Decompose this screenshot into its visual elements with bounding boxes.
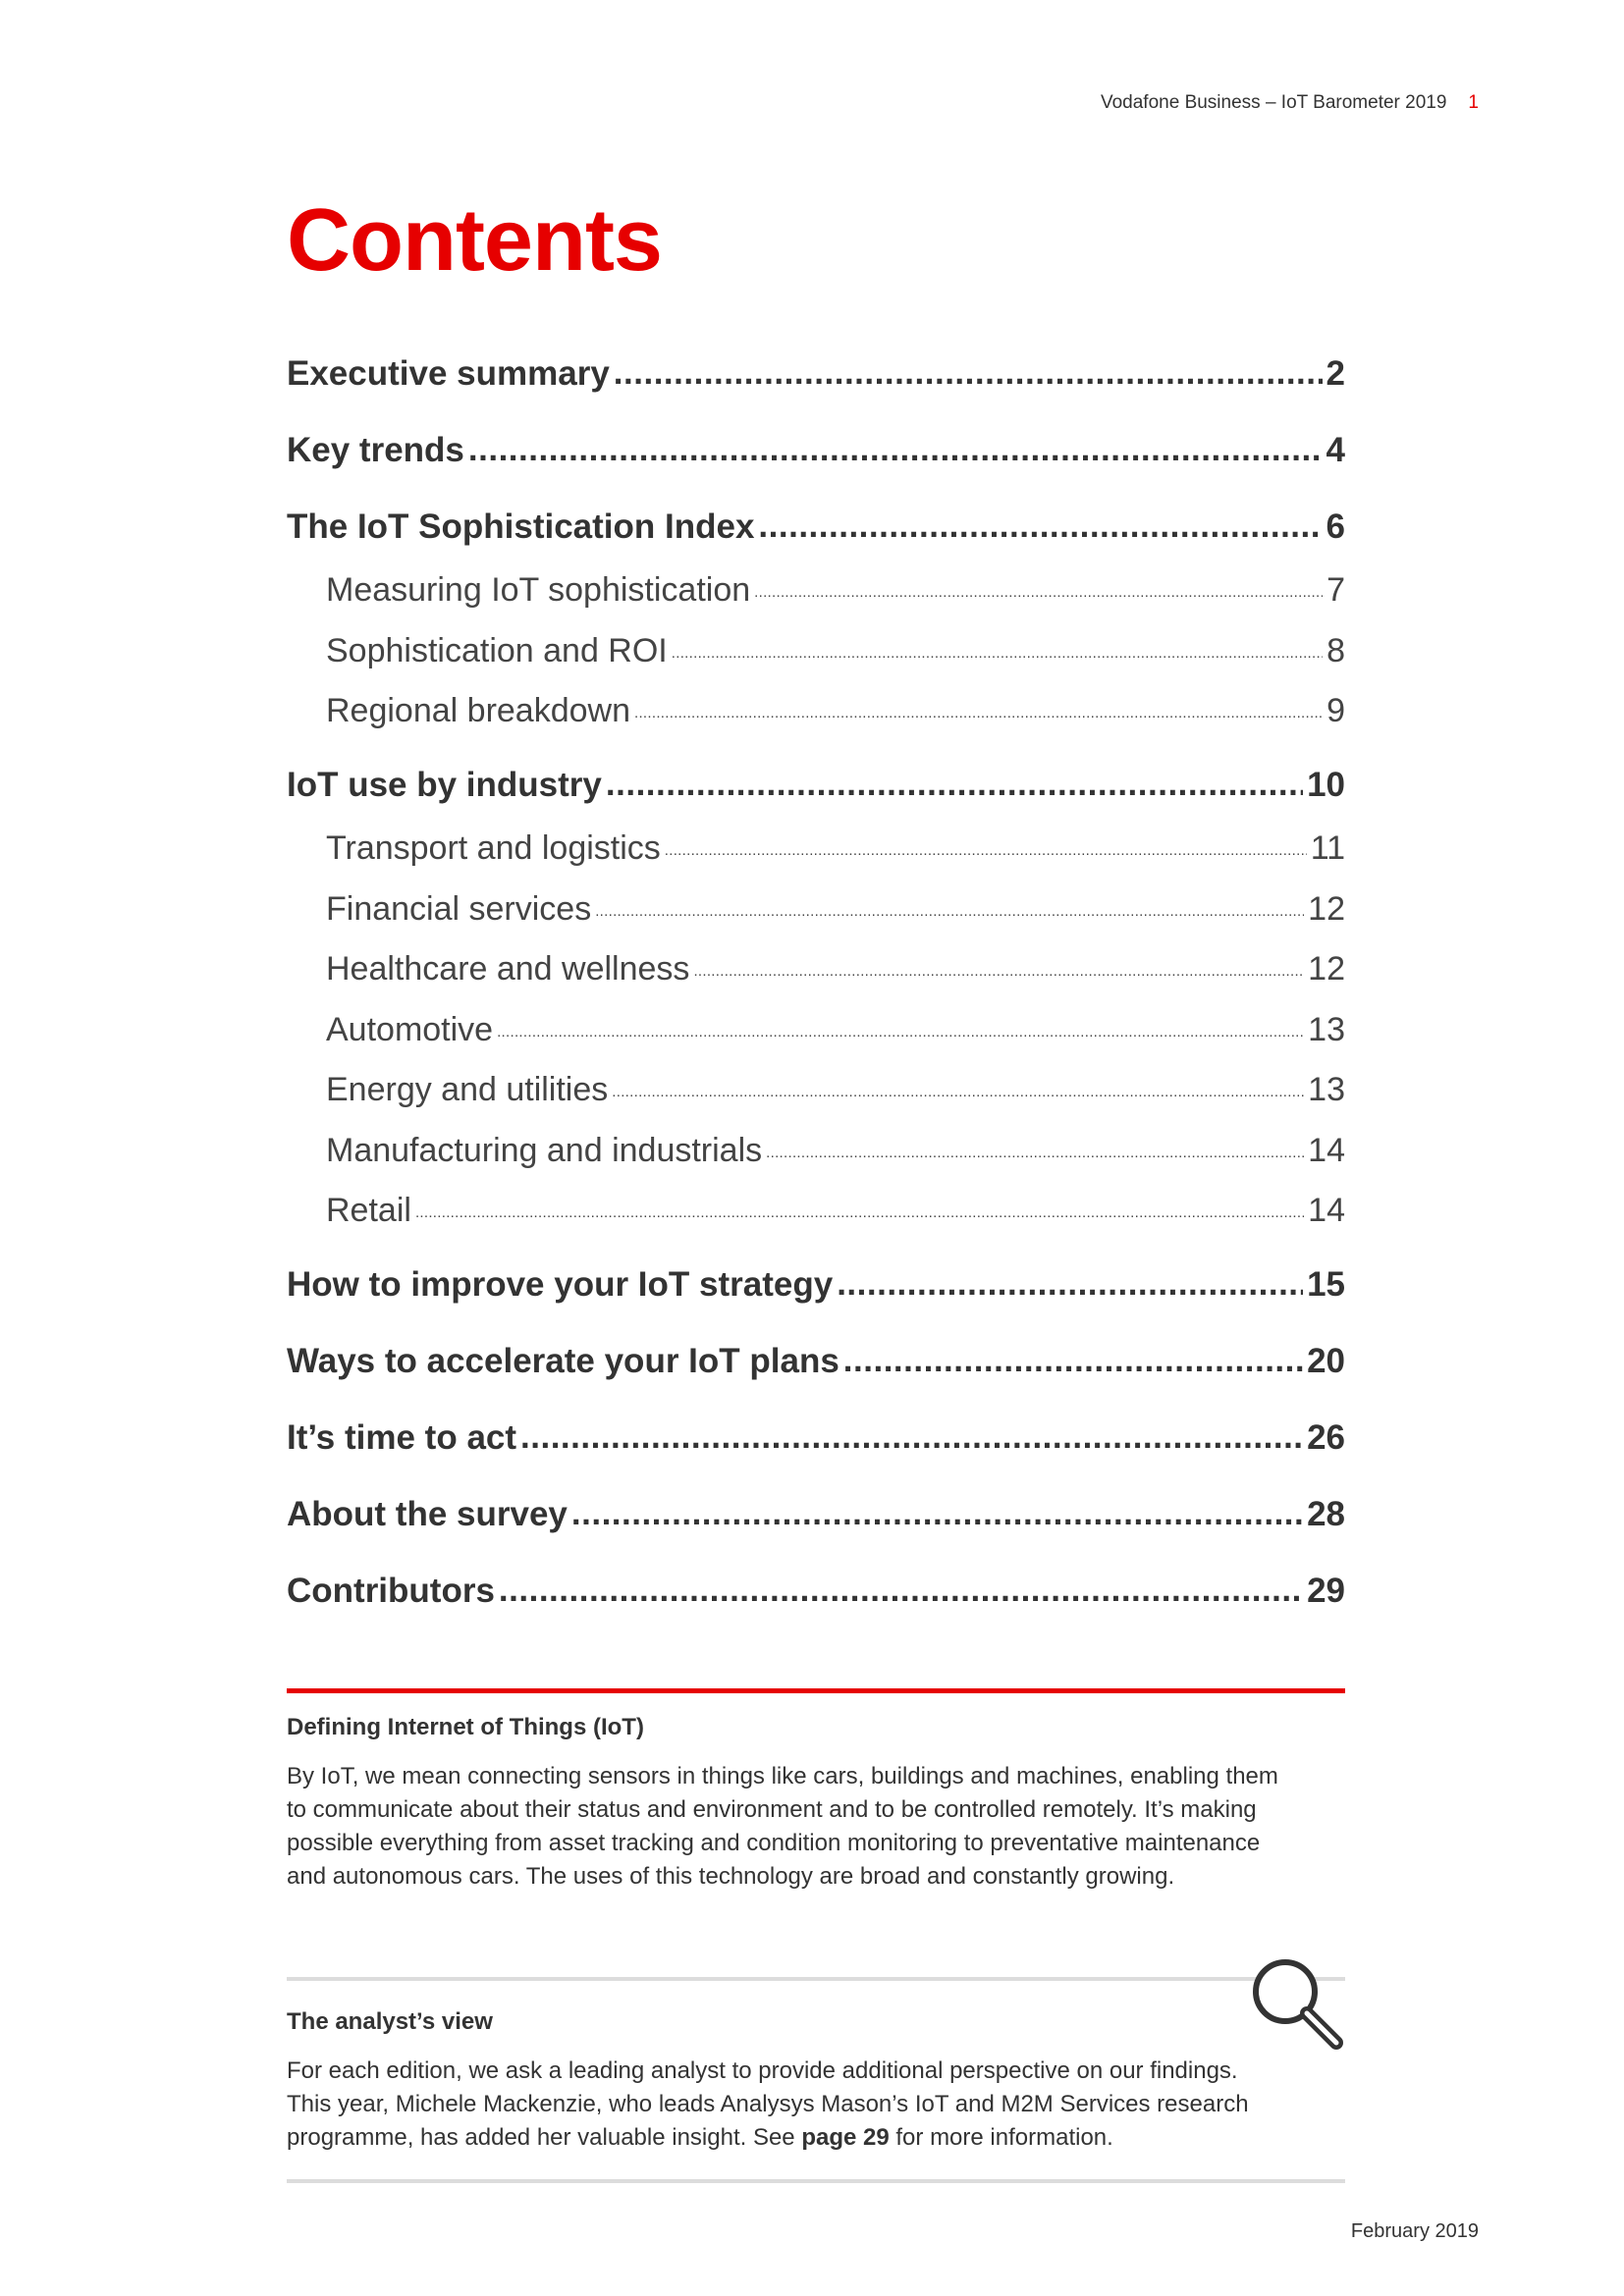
toc-subentry[interactable] [287, 880, 1345, 940]
toc-subentry[interactable] [287, 1000, 1345, 1061]
analysts-view-line: This year, Michele Mackenzie, who leads Analysys Mason’s IoT and M2M Services research [287, 2091, 1249, 2117]
dot-leader [672, 624, 1323, 683]
analysts-view-line: For each edition, we ask a leading analyst to provide additional perspective on our findings. [287, 2057, 1238, 2084]
toc-entry-page: 4 [1326, 431, 1345, 469]
dot-leader [837, 1256, 1303, 1311]
dot-leader [693, 942, 1304, 1001]
toc-entry-label: Transport and logistics [326, 829, 661, 867]
toc-entry[interactable] [287, 1257, 1345, 1334]
toc-entry[interactable] [287, 1564, 1345, 1640]
toc-subentry[interactable] [287, 1181, 1345, 1257]
grey-divider-bottom [287, 2179, 1345, 2183]
toc-subentry[interactable] [287, 621, 1345, 682]
dot-leader [595, 882, 1304, 941]
dot-leader [758, 499, 1322, 554]
dot-leader [612, 1063, 1304, 1122]
defining-iot-body [287, 1760, 1327, 1894]
defining-iot-heading: Defining Internet of Things (IoT) [287, 1714, 644, 1740]
toc-entry-page: 13 [1308, 1071, 1345, 1108]
red-divider [287, 1688, 1345, 1693]
toc-entry-label: About the survey [287, 1495, 568, 1533]
dot-leader [614, 346, 1323, 400]
toc-entry-page: 29 [1307, 1572, 1345, 1610]
running-header-title: Vodafone Business – IoT Barometer 2019 [1100, 92, 1447, 113]
toc-subentry[interactable] [287, 681, 1345, 758]
toc-entry-page: 7 [1326, 571, 1345, 609]
analysts-view-heading: The analyst’s view [287, 2008, 493, 2035]
toc-entry-page: 10 [1307, 766, 1345, 804]
grey-divider-top [287, 1977, 1345, 1981]
toc-entry-page: 8 [1326, 631, 1345, 669]
toc-entry[interactable] [287, 758, 1345, 819]
table-of-contents [287, 347, 1345, 1640]
toc-entry-label: Contributors [287, 1572, 495, 1610]
dot-leader [843, 1333, 1303, 1388]
toc-entry-label: Ways to accelerate your IoT plans [287, 1342, 839, 1380]
dot-leader [497, 1003, 1304, 1062]
toc-subentry[interactable] [287, 1121, 1345, 1182]
toc-entry-page: 28 [1307, 1495, 1345, 1533]
dot-leader [754, 563, 1323, 622]
dot-leader [634, 684, 1323, 743]
page-number: 1 [1468, 92, 1479, 113]
toc-subentry[interactable] [287, 819, 1345, 880]
defining-iot-line: to communicate about their status and environment and to be controlled remotely. It’s making [287, 1796, 1257, 1823]
dot-leader [499, 1563, 1303, 1618]
toc-entry-page: 12 [1308, 950, 1345, 988]
page-title: Contents [287, 191, 662, 290]
defining-iot-line: By IoT, we mean connecting sensors in things like cars, buildings and machines, enabling them [287, 1763, 1278, 1789]
toc-entry-label: Manufacturing and industrials [326, 1131, 763, 1169]
toc-entry-page: 11 [1310, 829, 1345, 867]
toc-entry-label: Executive summary [287, 354, 610, 393]
toc-entry-page: 2 [1326, 354, 1345, 393]
toc-entry-label: Key trends [287, 431, 464, 469]
toc-entry-label: Measuring IoT sophistication [326, 571, 751, 609]
page-reference: page 29 [801, 2124, 890, 2151]
dot-leader [606, 757, 1303, 812]
toc-entry-page: 12 [1308, 889, 1345, 928]
toc-entry-label: Retail [326, 1192, 411, 1229]
toc-subentry[interactable] [287, 1060, 1345, 1121]
toc-entry-label: Healthcare and wellness [326, 950, 690, 988]
dot-leader [571, 1486, 1303, 1541]
toc-entry-label: Regional breakdown [326, 692, 630, 729]
toc-subentry[interactable] [287, 939, 1345, 1000]
running-header [1101, 92, 1479, 114]
magnifying-glass-icon [1242, 1949, 1350, 2056]
toc-entry[interactable] [287, 1334, 1345, 1411]
toc-entry-label: It’s time to act [287, 1418, 517, 1457]
toc-entry-label: Energy and utilities [326, 1071, 609, 1108]
toc-entry[interactable] [287, 347, 1345, 423]
dot-leader [665, 822, 1307, 881]
toc-entry-page: 14 [1308, 1131, 1345, 1169]
toc-entry-label: How to improve your IoT strategy [287, 1265, 834, 1304]
analysts-view-line: programme, has added her valuable insight. See page 29 for more information. [287, 2124, 1113, 2151]
toc-entry-label: The IoT Sophistication Index [287, 507, 755, 546]
toc-entry-label: Sophistication and ROI [326, 631, 668, 669]
toc-entry-page: 9 [1326, 692, 1345, 729]
toc-entry[interactable] [287, 1487, 1345, 1564]
analysts-view-body [287, 2055, 1327, 2155]
toc-entry[interactable] [287, 423, 1345, 500]
toc-entry[interactable] [287, 1411, 1345, 1487]
toc-entry-label: Financial services [326, 889, 592, 928]
dot-leader [766, 1124, 1304, 1183]
toc-entry-page: 6 [1326, 507, 1345, 546]
toc-entry-page: 26 [1307, 1418, 1345, 1457]
footer-date: February 2019 [1350, 2220, 1479, 2242]
toc-entry-page: 20 [1307, 1342, 1345, 1380]
dot-leader [415, 1184, 1304, 1243]
toc-entry[interactable] [287, 500, 1345, 561]
toc-entry-page: 15 [1307, 1265, 1345, 1304]
toc-entry-page: 13 [1308, 1010, 1345, 1048]
defining-iot-line: possible everything from asset tracking and condition monitoring to preventative maintenance [287, 1830, 1261, 1856]
toc-entry-label: Automotive [326, 1010, 494, 1048]
toc-entry-label: IoT use by industry [287, 766, 602, 804]
dot-leader [520, 1410, 1303, 1465]
dot-leader [468, 422, 1323, 477]
defining-iot-line: and autonomous cars. The uses of this technology are broad and constantly growing. [287, 1863, 1175, 1890]
toc-subentry[interactable] [287, 561, 1345, 621]
toc-entry-page: 14 [1308, 1192, 1345, 1229]
